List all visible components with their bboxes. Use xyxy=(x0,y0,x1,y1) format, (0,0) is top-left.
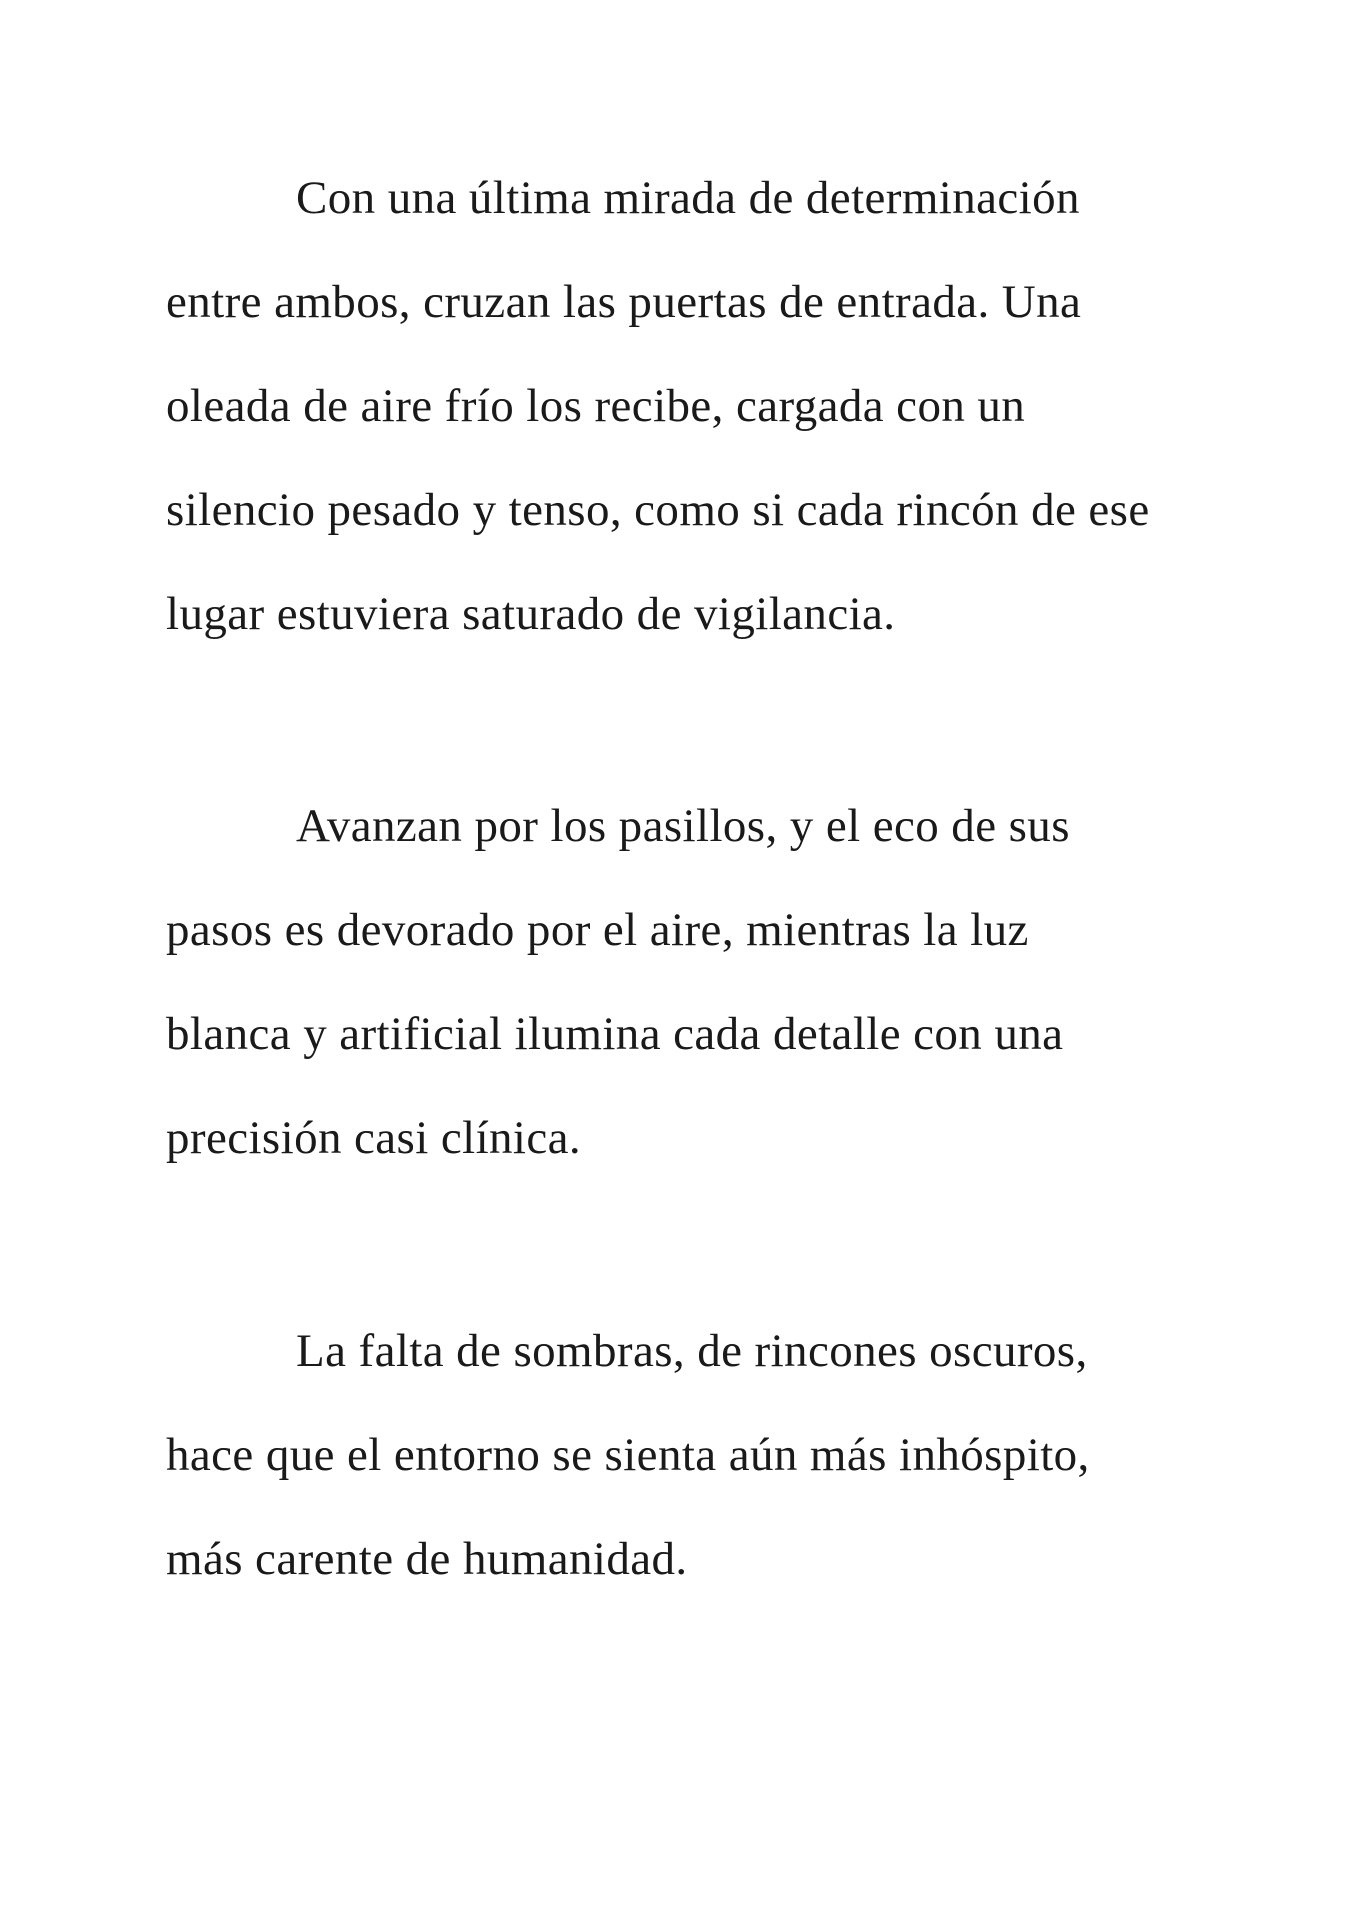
paragraph-line: hace que el entorno se sienta aún más inhóspito, xyxy=(166,1429,1090,1481)
paragraph-line: Avanzan por los pasillos, y el eco de sus xyxy=(296,800,1070,852)
paragraph-line: blanca y artificial ilumina cada detalle con una xyxy=(166,1008,1064,1060)
paragraph-line: pasos es devorado por el aire, mientras la luz xyxy=(166,904,1029,956)
paragraph-line: silencio pesado y tenso, como si cada rincón de ese xyxy=(166,484,1150,536)
paragraph-line: entre ambos, cruzan las puertas de entrada. Una xyxy=(166,276,1082,328)
paragraph-line: Con una última mirada de determinación xyxy=(296,172,1080,224)
paragraph-line: La falta de sombras, de rincones oscuros, xyxy=(296,1325,1088,1377)
paragraph-line: lugar estuviera saturado de vigilancia. xyxy=(166,588,896,640)
paragraph-line: precisión casi clínica. xyxy=(166,1112,582,1164)
paragraph-line: más carente de humanidad. xyxy=(166,1533,688,1585)
paragraph-line: oleada de aire frío los recibe, cargada con un xyxy=(166,380,1026,432)
